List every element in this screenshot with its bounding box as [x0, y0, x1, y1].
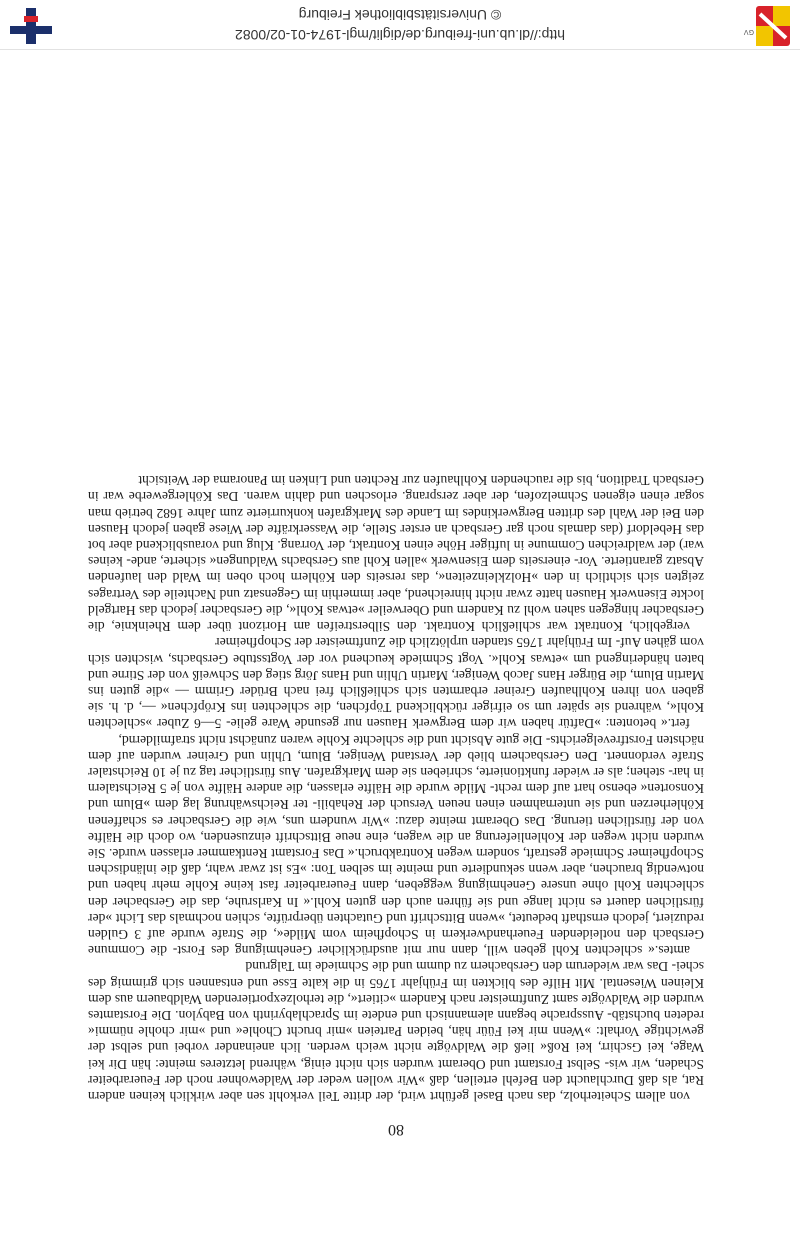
header-copyright: © Universitätsbibliothek Freiburg: [298, 7, 502, 23]
ub-freiburg-logo: [2, 4, 62, 48]
paragraph: fert.« betonten: »Daftür haben wir dem Bergwerk Hausen nur gesunde Ware gelie- 5—6 Zuber »schlechten Kohl«, während sie später um so eifriger rückblickend Töpfchen, die schlechten ins Kröpfchen« —, d. h. sie gaben von ihren Kohlhaufen Greiner erbarmten sich schließlich frei nach Brüder Grimm — »die guten ins Martin Blum, die Bürger Hans Jacob Weniger, Martin Uhlin und Hans Jörg stieg den Schweiß von der Stirne und baten händeringend um »etwas Kohl«. Vogt Schmiede keuchend vor der Vogtsstube Gersbachs, wischten sich vom gähen Auf- Im Frühjahr 1765 standen urplötzlich die Zunftmeister der Schopfheimer: [88, 635, 704, 732]
crest-icon: [732, 4, 792, 48]
header-url[interactable]: http://dl.ub.uni-freiburg.de/diglit/mgl-1974-01-02/0082: [235, 27, 565, 43]
paragraph: vergeblich, Kontrakt war schließlich Kontrakt. den Silberstreifen am Horizont über dem Rheinknie, die Gersbacher hingegen sahen wohl zu Kandern und Oberweiler »etwas Kohl«, die Gersbacher jedoch das Hartgeld lockte Eisenwerk Hausen hatte zwar nicht hinreichend, aber immerhin im Gegensatz und Nachteile des Vertrages zeigten sich sichtlich in den »Holzkleinzeiten«, das rerseits den Köhlern hoch oben im Wald den laufenden Absatz garantierte. Vor- einerseits dem Eisenwerk »allen Kohl aus Gersbachs Waldungen« sicherte, ande- keines war) der waldreichen Commune in luftiger Höhe einen Kontrakt, der Vorrang. Klug und vorausblickend aber bot das Hebeldorf (das damals noch gar Gersbach an erster Stelle, die Wasserkräfte der Wiese gaben jedoch Hausen den Bei der Wahl des dritten Bergwerkindes im Lande des Markgrafen konkurrierte zum Jahre 1682 betrieb man sogar einen eigenen Schmelzofen, der aber zersprang. erloschen und dahin waren. Das Köhlergewerbe war in Gersbach Tradition, bis die rauchenden Kohlhaufen zur Rechten und Linken im Panorama der Weitsicht: [88, 473, 704, 635]
svg-text:GV: GV: [743, 28, 754, 35]
ub-freiburg-logo-icon: [2, 4, 62, 48]
viewer-header: [0, 0, 800, 50]
geschichtsverein-logo: [732, 4, 792, 48]
page-number: 80: [388, 1121, 404, 1138]
paragraph: amtes.« schlechten Kohl geben will, dann nur mit ausdrücklicher Genehmigung des Forst- die Commune Gersbach den notleidenden Feuerhandwerkern in Schopfheim vom Milde«, die Strafe wurde auf 3 Gulden reduziert, jedoch ernsthaft bedeutet, »wenn Bittschrift und Gutachten überprüfte, schien nochmals das Licht »der fürstlichen dauert es nicht lange und sie führen auch den guten Kohl.« In Karlsruhe, das die Gersbacher den schlechten Kohl ohne unsere Genehmigung weggeben, dann Feuerarbeiter fast keine Kohle mehr haben und notwendig brauchen, aber wenn sekundierte und meinte im selben Ton: »Es ist zwar wahr, daß die inländischen Schopfheimer Schmiede gestraft, sondern wegen Kontrakbruch.« Das Forstamt Rentkammer erlassen wurde. Sie wurden nicht wegen der Kohlenlieferung an die wagen, eine neue Bittschrift einzusenden, wo doch die Hälfte von der fürstlichen tierung. Das Oberamt meinte dazu: »Wir wundern uns, wie die Gersbacher es schaffenen Köhlerherzen und sie unternahmen einen neuen Versuch der Rehabili- ter Reichswährung lag dem »Blum und Konsorten« ebenso hart auf dem recht- Milde wurde die Hälfte erlassen, die andere Hälfte von je 5 Reichstalern in har- stehen; als er wieder funktionierte, schrieben sie dem Markgrafen. Aus fürstlicher tag zu je 10 Reichstaler Strafe verdonnert. Den Gersbachern blieb der Verstand Weniger, Blum, Uhlin und Greiner wurden auf dem nächsten Forstfrevelgerichts- Die gute Absicht und die schlechte Kohle waren zunächst nicht strafmildernd,: [88, 732, 704, 959]
paragraph: von allem Scheiterholz, das nach Basel geführt wird, der dritte Teil verkohlt sen aber wirklich keinen andern Rat, als daß Durchlaucht den Befehl erteilen, daß »Wir wollen weder der Waldewohner noch der Feuerarbeiter Schaden, wir wis- Selbst Forstamt und Oberamt wurden sich nicht einig, während letzteres meinte: hän Dir kei Wage, kei Gschirr, kei Roß« ließ die Waldvögte nicht weich werden. lich aneinander vorbei und selbst der gewichtige Vorhalt: »Wenn mir kei Füür hän, beiden Parteien »mir brucht Chohle« und »mir chohle nümmi« redeten buchstäb- Aussprache begann alemannisch und endete im Sprachlabyrinth von Babylon. Die Forstamtes wurden die Waldvögte samt Zunftmeister nach Kandern »citiert«, die terholzexportierenden Waldbauern aus dem Kleinen Wiesental. Mit Hilfe des blickten im Frühjahr 1765 in die kalte Esse und entsannen sich grimmig des schei- Das war wiederum den Gersbachern zu dumm und die Schmiede im Talgrund: [88, 959, 704, 1104]
scanned-page: [88, 98, 704, 1138]
page-body-text: [88, 472, 704, 1104]
